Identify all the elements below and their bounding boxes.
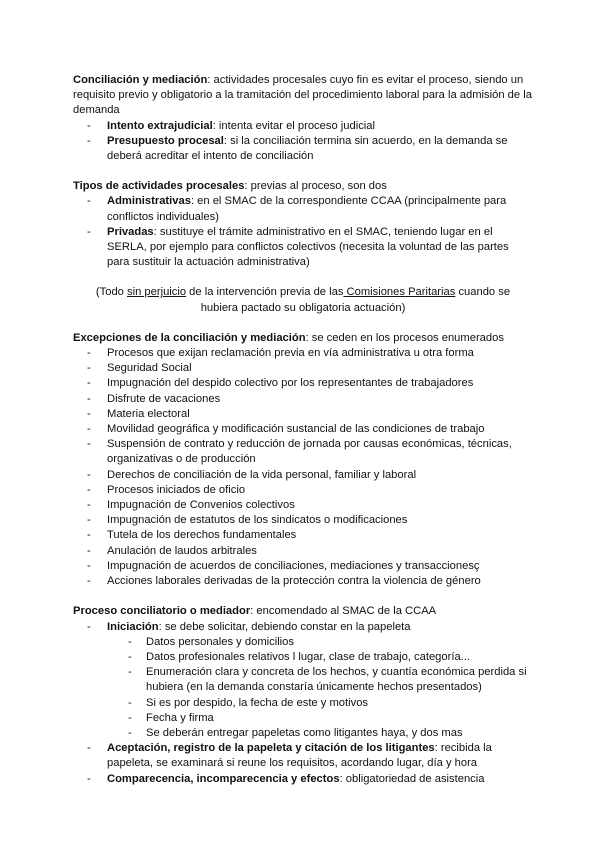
excepciones-text: : se ceden en los procesos enumerados: [305, 331, 504, 344]
list-item: [73, 194, 533, 224]
list-item-text: : en el SMAC de la correspondiente CCAA (principalmente para conflictos individuales): [107, 195, 507, 223]
sublist-item: - Datos personales y domicilios: [73, 635, 533, 650]
nota-text: (Todo: [95, 286, 127, 299]
list-item: - Suspensión de contrato y reducción de jornada por causas económicas, técnicas, organizativas o de producción: [73, 437, 533, 467]
conciliacion-text: : actividades procesales cuyo fin es evitar el proceso, siendo un requisito previo y obligatorio a la tramitación del procedimiento laboral para la admisión de la demanda: [73, 74, 532, 117]
tipos-paragraph: [73, 179, 533, 194]
excepciones-title: Excepciones de la conciliación y mediación: [73, 331, 306, 344]
proceso-title: Proceso conciliatorio o mediador: [73, 605, 251, 618]
list-item: - Seguridad Social: [73, 361, 533, 376]
list-item: - Disfrute de vacaciones: [73, 392, 533, 407]
list-item-comparecencia: [73, 772, 533, 787]
list-item: [73, 225, 533, 271]
nota-underlined: sin perjuicio: [127, 286, 187, 299]
proceso-text: : encomendado al SMAC de la CCAA: [250, 605, 437, 618]
nota-text: de la intervención previa de las: [186, 286, 344, 299]
list-item-text: : sustituye el trámite administrativo en el SMAC, teniendo lugar en el SERLA, por ejemplo para conflictos colectivos (necesita la voluntad de las partes para sustituir la actuación administrativa): [107, 225, 509, 269]
list-item: - Materia electoral: [73, 407, 533, 422]
iniciacion-sublist: [73, 635, 533, 741]
list-item-term: Aceptación, registro de la papeleta y citación de los litigantes: [107, 742, 435, 755]
nota-paragraph: [73, 285, 533, 315]
list-item: - Anulación de laudos arbitrales: [73, 544, 533, 559]
sublist-item: - Se deberán entregar papeletas como litigantes haya, y dos mas: [73, 726, 533, 741]
sublist-item: - Fecha y firma: [73, 711, 533, 726]
list-item: - Procesos iniciados de oficio: [73, 483, 533, 498]
conciliacion-title: Conciliación y mediación: [73, 74, 208, 86]
proceso-list: [73, 620, 533, 635]
list-item: - Impugnación de acuerdos de conciliaciones, mediaciones y transaccionesç: [73, 559, 533, 574]
list-item: - Acciones laborales derivadas de la protección contra la violencia de género: [73, 574, 533, 589]
list-item: - Impugnación de estatutos de los sindicatos o modificaciones: [73, 513, 533, 528]
conciliacion-list: [73, 119, 533, 165]
list-item-iniciacion: [73, 620, 533, 635]
conciliacion-paragraph: [73, 73, 533, 119]
list-item-text: : intenta evitar el proceso judicial: [212, 119, 375, 132]
list-item-term: Iniciación: [107, 620, 159, 633]
excepciones-paragraph: [73, 331, 533, 346]
list-item: - Procesos que exijan reclamación previa en vía administrativa u otra forma: [73, 346, 533, 361]
proceso-list-cont: [73, 741, 533, 787]
list-item: [73, 134, 533, 164]
list-item: - Movilidad geográfica y modificación sustancial de las condiciones de trabajo: [73, 422, 533, 437]
list-item-text: : recibida la papeleta, se examinará si reune los requisitos, acordando lugar, día y hora: [107, 742, 492, 770]
nota-text: cuando se hubiera pactado su obligatoria actuación): [200, 286, 511, 314]
tipos-list: [73, 194, 533, 270]
proceso-paragraph: [73, 604, 533, 619]
list-item-term: Intento extrajudicial: [107, 119, 213, 132]
list-item-text: : obligatoriedad de asistencia: [339, 772, 485, 785]
excepciones-list: [73, 346, 533, 589]
list-item-aceptacion: [73, 741, 533, 771]
list-item-text: : se debe solicitar, debiendo constar en la papeleta: [158, 620, 411, 633]
list-item-term: Presupuesto procesal: [107, 134, 224, 147]
tipos-title: Tipos de actividades procesales: [73, 180, 245, 193]
list-item: - Tutela de los derechos fundamentales: [73, 528, 533, 543]
list-item: [73, 119, 533, 134]
list-item-term: Comparecencia, incomparecencia y efectos: [107, 772, 340, 785]
sublist-item: - Datos profesionales relativos l lugar, clase de trabajo, categoría...: [73, 650, 533, 665]
list-item: - Derechos de conciliación de la vida personal, familiar y laboral: [73, 468, 533, 483]
list-item-term: Administrativas: [107, 195, 191, 208]
nota-underlined: Comisiones Paritarias: [343, 286, 456, 299]
list-item: - Impugnación del despido colectivo por los representantes de trabajadores: [73, 376, 533, 391]
sublist-item: - Si es por despido, la fecha de este y motivos: [73, 696, 533, 711]
list-item-term: Privadas: [107, 225, 154, 238]
list-item-text: : si la conciliación termina sin acuerdo, en la demanda se deberá acreditar el intento de conciliación: [107, 134, 508, 163]
list-item: - Impugnación de Convenios colectivos: [73, 498, 533, 513]
sublist-item: - Enumeración clara y concreta de los hechos, y cuantía económica perdida si hubiera (en la demanda constaría únicamente hechos presentados): [73, 665, 533, 695]
tipos-text: : previas al proceso, son dos: [244, 180, 387, 193]
document-page: [73, 73, 533, 787]
